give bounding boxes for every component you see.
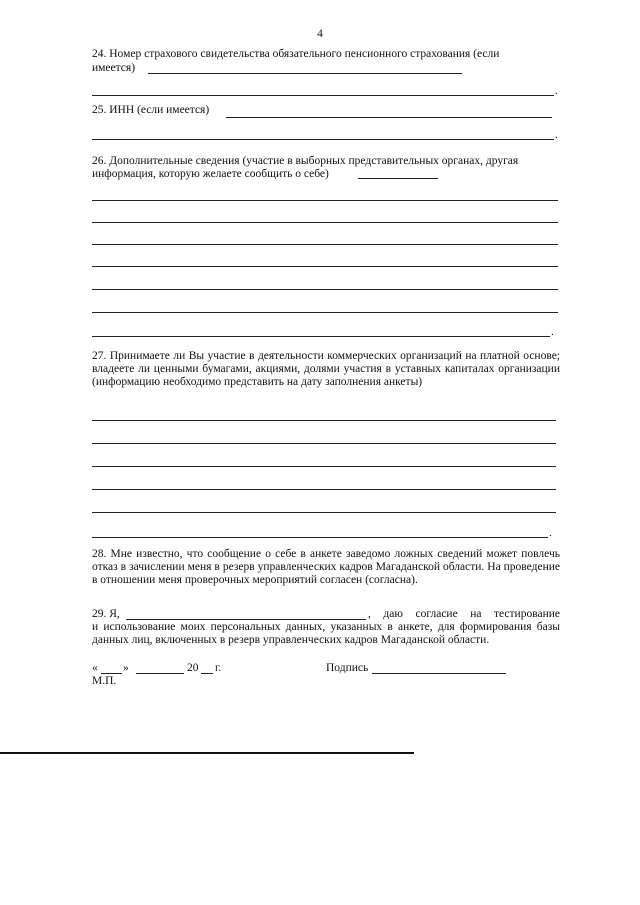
date-close-quote: » <box>123 662 129 674</box>
q29-prefix: 29. Я, <box>92 608 120 620</box>
q27-answer-field-5[interactable] <box>92 512 556 513</box>
q26-answer-field-3[interactable] <box>92 244 558 245</box>
q24-line-end: . <box>555 85 558 97</box>
q25-line-end: . <box>555 129 558 141</box>
q27-line-end: . <box>549 527 552 539</box>
q27-answer-field-4[interactable] <box>92 489 556 490</box>
q24-line2: имеется) <box>92 62 136 74</box>
q27-text: 27. Принимаете ли Вы участие в деятельности коммерческих организаций на платной основе; владеете ли ценными бумагами, акциями, долями участия в уставных капиталах организации (информацию необходимо представить на дату заполнения анкеты) <box>92 350 560 388</box>
signature-field[interactable] <box>372 673 506 674</box>
q26-answer-field-2[interactable] <box>92 222 558 223</box>
q29-rest: и использование моих персональных данных, указанных в анкете, для формирования базы данных лиц, включенных в резерв управленческих кадров Магаданской области. <box>92 621 560 646</box>
q25-answer-field-1[interactable] <box>226 117 552 118</box>
q26-answer-field-4[interactable] <box>92 266 558 267</box>
q29-name-field[interactable] <box>126 619 366 620</box>
q26-line1: 26. Дополнительные сведения (участие в выборных представительных органах, другая <box>92 155 519 167</box>
q26-answer-field-7[interactable] <box>92 336 550 337</box>
q25-answer-field-2[interactable] <box>92 139 554 140</box>
q27-answer-field-2[interactable] <box>92 443 556 444</box>
q27-answer-field-1[interactable] <box>92 420 556 421</box>
date-year-suffix: г. <box>215 662 222 674</box>
q26-answer-field-6[interactable] <box>92 312 558 313</box>
q27-answer-field-3[interactable] <box>92 466 556 467</box>
page-number: 4 <box>317 28 323 40</box>
q29-suffix: , даю согласие на тестирование <box>368 608 560 620</box>
date-year-prefix: 20 <box>187 662 199 674</box>
q26-line-end: . <box>551 326 554 338</box>
q24-line1: 24. Номер страхового свидетельства обязательного пенсионного страхования (если <box>92 48 500 60</box>
date-day-field[interactable] <box>101 673 122 674</box>
stamp-label: М.П. <box>92 675 117 687</box>
q27-answer-field-6[interactable] <box>92 537 548 538</box>
q26-answer-field-5[interactable] <box>92 289 558 290</box>
q28-text: 28. Мне известно, что сообщение о себе в анкете заведомо ложных сведений может повлечь отказ в зачислении меня в резерв управленческих кадров Магаданской области. На проведение в отношении меня проверочных мероприятий согласен (согласна). <box>92 548 560 586</box>
q24-answer-field-1[interactable] <box>148 73 462 74</box>
date-year-field[interactable] <box>201 673 213 674</box>
date-month-field[interactable] <box>136 673 184 674</box>
footer-rule <box>0 752 414 754</box>
q26-answer-field-0[interactable] <box>358 178 438 179</box>
date-open-quote: « <box>92 662 98 674</box>
q26-line2: информация, которую желаете сообщить о себе) <box>92 168 329 180</box>
q25-label: 25. ИНН (если имеется) <box>92 104 210 116</box>
signature-label: Подпись <box>326 662 369 674</box>
q24-answer-field-2[interactable] <box>92 95 554 96</box>
q26-answer-field-1[interactable] <box>92 200 558 201</box>
